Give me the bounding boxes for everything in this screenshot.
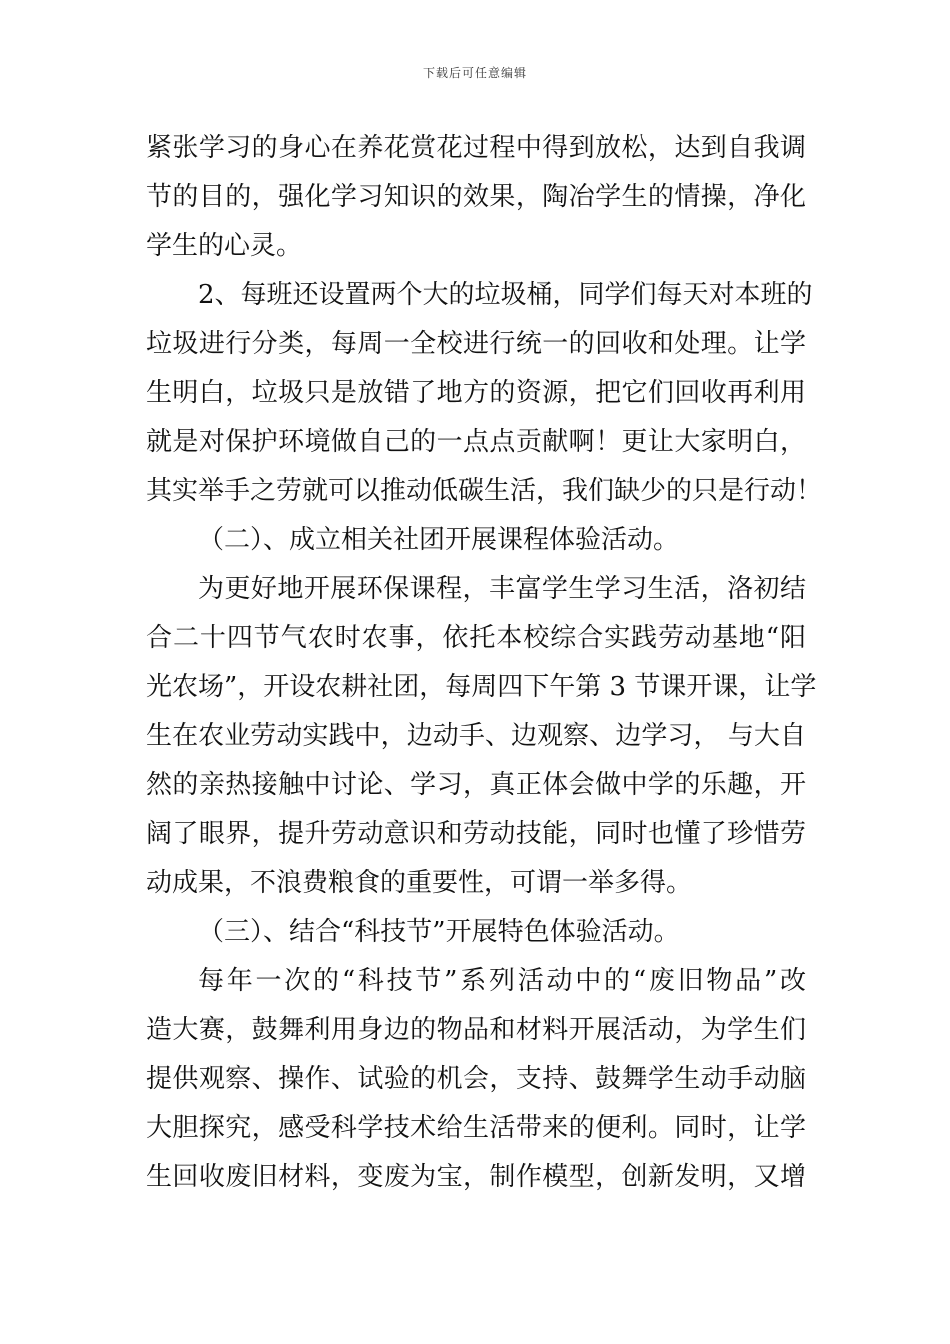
paragraph-line: 紧张学习的身心在养花赏花过程中得到放松，达到自我调 (146, 133, 806, 163)
paragraph-line: 动成果，不浪费粮食的重要性，可谓一举多得。 (146, 868, 693, 898)
paragraph-line: 光农场”，开设农耕社团，每周四下午第 3 节课开课，让学 (146, 672, 817, 702)
paragraph-line: 学生的心灵。 (146, 231, 303, 261)
paragraph-line: 每年一次的“科技节”系列活动中的“废旧物品”改 (198, 966, 806, 996)
paragraph-line: 其实举手之劳就可以推动低碳生活，我们缺少的只是行动！ (146, 476, 823, 506)
paragraph-line: 阔了眼界，提升劳动意识和劳动技能，同时也懂了珍惜劳 (146, 819, 806, 849)
header-note: 下载后可任意编辑 (422, 66, 527, 80)
section-heading: （二）、成立相关社团开展课程体验活动。 (198, 525, 680, 555)
paragraph-line: 造大赛，鼓舞利用身边的物品和材料开展活动，为学生们 (146, 1015, 806, 1045)
paragraph-line: 生明白，垃圾只是放错了地方的资源，把它们回收再利用 (146, 378, 806, 408)
paragraph-line: 2、每班还设置两个大的垃圾桶，同学们每天对本班的 (198, 280, 813, 310)
paragraph-line: 垃圾进行分类，每周一全校进行统一的回收和处理。让学 (146, 329, 806, 359)
paragraph-line: 提供观察、操作、试验的机会，支持、鼓舞学生动手动脑 (146, 1064, 806, 1094)
paragraph-line: 为更好地开展环保课程，丰富学生学习生活，洛初结 (198, 574, 806, 604)
paragraph-line: 然的亲热接触中讨论、学习，真正体会做中学的乐趣，开 (146, 770, 806, 800)
document-body (146, 124, 823, 1202)
paragraph-line: 合二十四节气农时农事，依托本校综合实践劳动基地“阳 (146, 623, 806, 653)
section-heading: （三）、结合“科技节”开展特色体验活动。 (198, 917, 680, 947)
paragraph-line: 生回收废旧材料，变废为宝，制作模型，创新发明，又增 (146, 1162, 806, 1192)
paragraph-line: 节的目的，强化学习知识的效果，陶冶学生的情操，净化 (146, 182, 806, 212)
paragraph-line: 就是对保护环境做自己的一点点贡献啊！更让大家明白， (146, 427, 806, 457)
paragraph-line: 大胆探究，感受科学技术给生活带来的便利。同时，让学 (146, 1113, 806, 1143)
paragraph-line: 生在农业劳动实践中，边动手、边观察、边学习， 与大自 (146, 721, 806, 751)
